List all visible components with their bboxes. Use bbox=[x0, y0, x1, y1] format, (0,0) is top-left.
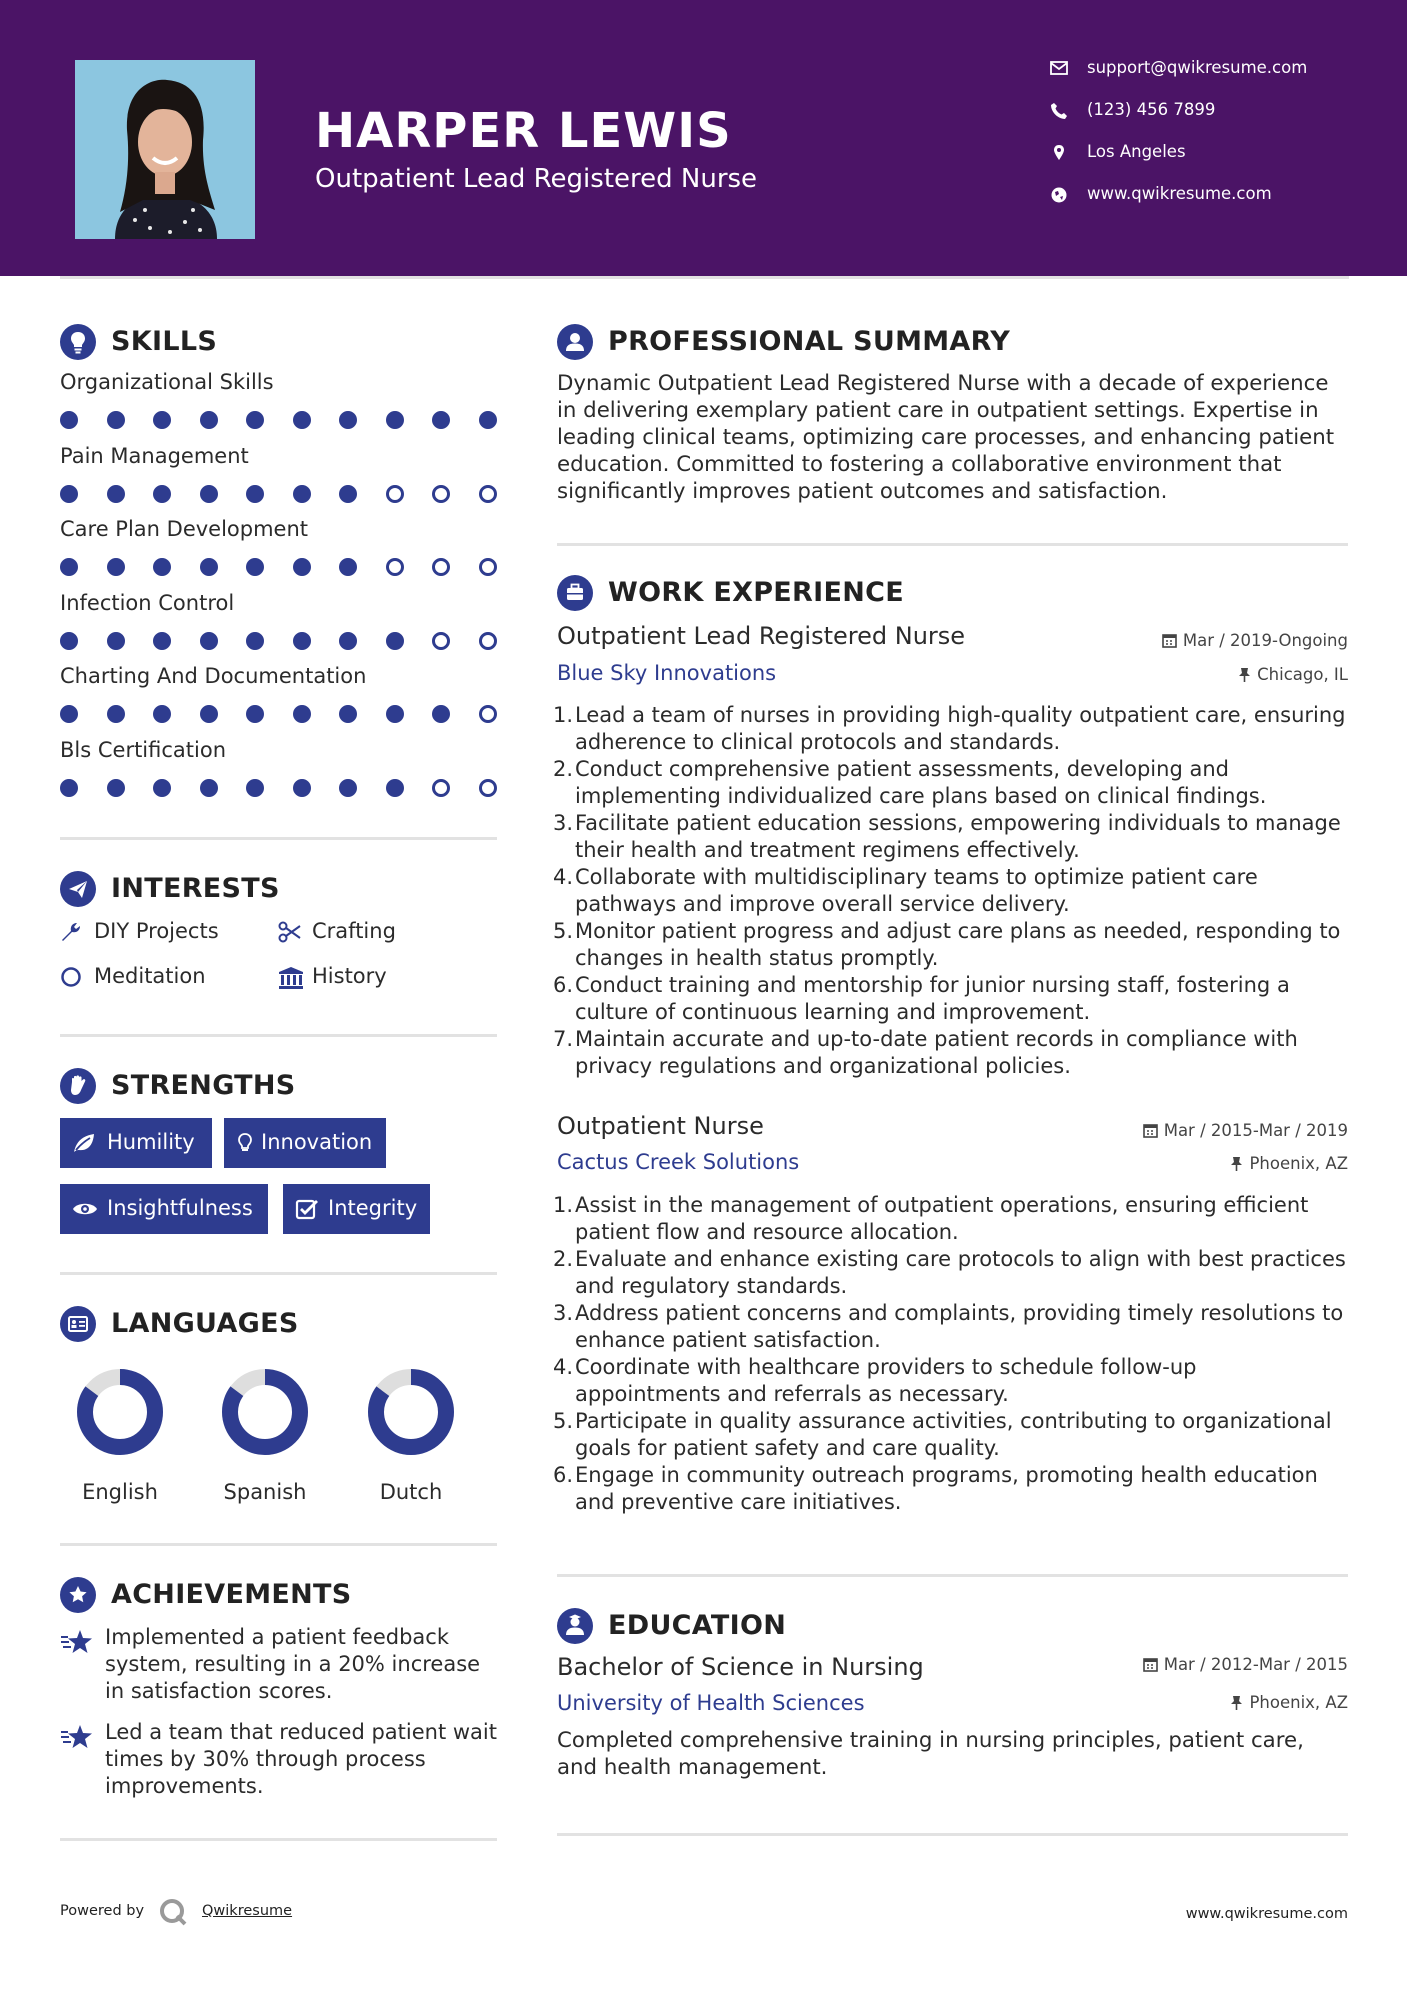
language-name: Dutch bbox=[379, 1480, 443, 1504]
strengths-title: STRENGTHS bbox=[111, 1070, 296, 1101]
rating-dot-empty bbox=[479, 632, 497, 650]
contact-phone[interactable] bbox=[1050, 98, 1380, 140]
rating-dot-filled bbox=[246, 779, 264, 797]
rating-dot-filled bbox=[386, 779, 404, 797]
strength-label: Innovation bbox=[261, 1130, 373, 1154]
skill-name: Pain Management bbox=[60, 443, 249, 468]
contact-email[interactable] bbox=[1050, 56, 1380, 98]
qwikresume-logo-icon[interactable] bbox=[158, 1897, 188, 1931]
education-dates bbox=[1143, 1655, 1348, 1674]
job-bullet: 5. Monitor patient progress and adjust care plans as needed, responding to changes in health status promptly. bbox=[553, 919, 1341, 970]
skill-row bbox=[60, 591, 497, 665]
rating-dot-filled bbox=[107, 779, 125, 797]
language-name: Spanish bbox=[223, 1480, 307, 1504]
rating-dot-filled bbox=[200, 558, 218, 576]
contact-website-text[interactable]: www.qwikresume.com bbox=[1087, 184, 1272, 203]
interest-label: History bbox=[312, 964, 387, 988]
header-divider bbox=[60, 276, 1349, 279]
summary-heading bbox=[557, 322, 1348, 362]
skill-row bbox=[60, 738, 497, 812]
id-card-icon bbox=[60, 1306, 96, 1342]
skills-list bbox=[60, 370, 497, 811]
rating-dot-filled bbox=[246, 705, 264, 723]
achievement-text: Led a team that reduced patient wait times by 30% through process improvements. bbox=[105, 1720, 497, 1798]
job-bullets bbox=[553, 1192, 1348, 1516]
rating-dot-filled bbox=[246, 632, 264, 650]
rating-dot-empty bbox=[432, 485, 450, 503]
job-bullet: 6. Conduct training and mentorship for junior nursing staff, fostering a culture of continuous learning and improvement. bbox=[553, 973, 1290, 1024]
calendar-icon bbox=[1162, 633, 1177, 648]
job-bullet: 1. Assist in the management of outpatient operations, ensuring efficient patient flow and resource allocation. bbox=[553, 1193, 1309, 1244]
skill-name: Infection Control bbox=[60, 590, 235, 615]
rating-dot-filled bbox=[107, 558, 125, 576]
footer-brand-link[interactable] bbox=[202, 1903, 292, 1919]
footer-website[interactable] bbox=[1186, 1906, 1348, 1922]
rating-dot-filled bbox=[479, 411, 497, 429]
job-dates bbox=[1162, 631, 1348, 650]
education-heading bbox=[557, 1606, 1348, 1646]
star-badge-icon bbox=[60, 1577, 96, 1613]
languages-heading bbox=[60, 1304, 497, 1344]
rating-dot-filled bbox=[200, 485, 218, 503]
rating-dot-empty bbox=[386, 558, 404, 576]
language-name: English bbox=[82, 1480, 158, 1504]
experience-divider bbox=[557, 1574, 1348, 1577]
education-dates-text: Mar / 2012-Mar / 2015 bbox=[1163, 1655, 1348, 1674]
rating-dot-filled bbox=[60, 558, 78, 576]
hand-icon bbox=[60, 1068, 96, 1104]
rating-dot-filled bbox=[107, 705, 125, 723]
contact-location-text: Los Angeles bbox=[1087, 142, 1186, 161]
graduation-icon bbox=[557, 1608, 593, 1644]
rating-dot-filled bbox=[60, 779, 78, 797]
rating-dot-filled bbox=[339, 779, 357, 797]
user-icon bbox=[557, 324, 593, 360]
rating-dot-filled bbox=[246, 558, 264, 576]
skill-rating bbox=[60, 556, 497, 578]
interest-crafting bbox=[278, 919, 478, 947]
skill-name: Charting And Documentation bbox=[60, 664, 367, 688]
pushpin-icon bbox=[1238, 667, 1251, 682]
summary-divider bbox=[557, 543, 1348, 546]
pushpin-icon bbox=[1230, 1156, 1243, 1171]
rating-dot-filled bbox=[339, 558, 357, 576]
skill-name: Bls Certification bbox=[60, 737, 227, 762]
rating-dot-empty bbox=[479, 558, 497, 576]
strength-badge-humility bbox=[60, 1118, 212, 1168]
skills-heading bbox=[60, 322, 497, 362]
languages-title: LANGUAGES bbox=[111, 1308, 299, 1339]
interest-label: Crafting bbox=[312, 919, 396, 943]
strength-label: Humility bbox=[107, 1130, 195, 1154]
strength-label: Integrity bbox=[328, 1196, 418, 1220]
skill-rating bbox=[60, 630, 497, 652]
rating-dot-empty bbox=[386, 485, 404, 503]
rating-dot-filled bbox=[107, 485, 125, 503]
map-pin-icon bbox=[1050, 144, 1068, 162]
eye-icon bbox=[72, 1198, 98, 1220]
rating-dot-filled bbox=[339, 411, 357, 429]
language-english bbox=[60, 1368, 180, 1504]
rating-dot-filled bbox=[386, 411, 404, 429]
language-dutch bbox=[351, 1368, 471, 1504]
skills-divider bbox=[60, 837, 497, 840]
job-bullet: 3. Address patient concerns and complaints, providing timely resolutions to enhance patient satisfaction. bbox=[553, 1301, 1344, 1352]
job-bullet: 5. Participate in quality assurance activities, contributing to organizational goals for patient safety and care quality. bbox=[553, 1409, 1332, 1460]
interest-diy-projects bbox=[60, 919, 260, 947]
rating-dot-filled bbox=[153, 705, 171, 723]
language-level-ring bbox=[205, 1368, 325, 1460]
language-level-ring bbox=[351, 1368, 471, 1460]
skill-row bbox=[60, 664, 497, 738]
strengths-divider bbox=[60, 1272, 497, 1275]
job-bullet: 4. Collaborate with multidisciplinary teams to optimize patient care pathways and improve overall service delivery. bbox=[553, 865, 1258, 916]
check-square-icon bbox=[295, 1198, 319, 1220]
rating-dot-filled bbox=[339, 632, 357, 650]
skill-rating bbox=[60, 409, 497, 431]
language-level-ring bbox=[60, 1368, 180, 1460]
job-dates bbox=[1143, 1121, 1348, 1140]
calendar-icon bbox=[1143, 1657, 1158, 1672]
pushpin-icon bbox=[1230, 1695, 1243, 1710]
rating-dot-filled bbox=[246, 485, 264, 503]
interest-label: DIY Projects bbox=[94, 919, 219, 943]
education-description: Completed comprehensive training in nursing principles, patient care, and health management. bbox=[557, 1728, 1304, 1780]
job-location bbox=[1230, 1154, 1348, 1173]
rating-dot-filled bbox=[293, 632, 311, 650]
phone-icon bbox=[1050, 102, 1068, 120]
globe-icon bbox=[1050, 186, 1068, 204]
rating-dot-filled bbox=[246, 411, 264, 429]
rating-dot-filled bbox=[153, 779, 171, 797]
achievement-text: Implemented a patient feedback system, resulting in a 20% increase in satisfaction scores. bbox=[105, 1625, 481, 1703]
briefcase-icon bbox=[557, 575, 593, 611]
job-dates-text: Mar / 2015-Mar / 2019 bbox=[1163, 1121, 1348, 1140]
rating-dot-filled bbox=[60, 705, 78, 723]
circle-icon bbox=[60, 966, 82, 988]
footer-website-text[interactable]: www.qwikresume.com bbox=[1185, 1906, 1348, 1922]
job-location bbox=[1238, 665, 1348, 684]
candidate-title: Outpatient Lead Registered Nurse bbox=[315, 164, 758, 194]
skill-row bbox=[60, 370, 497, 444]
skill-row bbox=[60, 517, 497, 591]
rating-dot-filled bbox=[339, 705, 357, 723]
interest-meditation bbox=[60, 964, 260, 992]
contact-phone-text[interactable]: (123) 456 7899 bbox=[1087, 100, 1216, 119]
education-location-text: Phoenix, AZ bbox=[1249, 1693, 1348, 1712]
envelope-icon bbox=[1050, 60, 1068, 76]
education-school: University of Health Sciences bbox=[557, 1691, 865, 1715]
skill-rating bbox=[60, 777, 497, 799]
rating-dot-filled bbox=[107, 632, 125, 650]
strength-badge-integrity bbox=[283, 1184, 430, 1234]
job-bullet: 1. Lead a team of nurses in providing high-quality outpatient care, ensuring adherence to clinical protocols and standards. bbox=[553, 703, 1346, 754]
powered-by-label: Powered by bbox=[60, 1903, 145, 1919]
contact-email-text[interactable]: support@qwikresume.com bbox=[1087, 58, 1308, 77]
job-dates-text: Mar / 2019-Ongoing bbox=[1182, 631, 1348, 650]
job-bullet: 2. Conduct comprehensive patient assessments, developing and implementing individualized care plans based on clinical findings. bbox=[553, 757, 1267, 808]
job-bullet: 4. Coordinate with healthcare providers to schedule follow-up appointments and referrals as necessary. bbox=[553, 1355, 1197, 1406]
summary-text: Dynamic Outpatient Lead Registered Nurse with a decade of experience in delivering exemplary patient care in outpatient settings. Expertise in leading clinical teams, optimizing care processes, and enhancing patient education. Committed to fostering a collaborative environment that significantly improves patient outcomes and satisfaction. bbox=[557, 371, 1335, 504]
strength-badge-innovation bbox=[224, 1118, 386, 1168]
language-spanish bbox=[205, 1368, 325, 1504]
rating-dot-filled bbox=[293, 779, 311, 797]
interest-label: Meditation bbox=[94, 964, 206, 988]
achievements-divider bbox=[60, 1838, 497, 1841]
rating-dot-empty bbox=[432, 632, 450, 650]
skill-name: Care Plan Development bbox=[60, 517, 309, 541]
rating-dot-filled bbox=[293, 411, 311, 429]
job-bullet: 3. Facilitate patient education sessions, empowering individuals to manage their health and treatment regimens effectively. bbox=[553, 811, 1341, 862]
job-location-text: Chicago, IL bbox=[1257, 665, 1348, 684]
interests-heading bbox=[60, 869, 497, 909]
rating-dot-filled bbox=[339, 485, 357, 503]
skill-rating bbox=[60, 703, 497, 725]
achievement-item bbox=[60, 1719, 497, 1801]
job-location-text: Phoenix, AZ bbox=[1249, 1154, 1348, 1173]
candidate-name: HARPER LEWIS bbox=[315, 103, 732, 159]
contact-location bbox=[1050, 140, 1380, 182]
rating-dot-empty bbox=[479, 779, 497, 797]
languages-divider bbox=[60, 1543, 497, 1546]
leaf-icon bbox=[72, 1132, 96, 1154]
resume-header bbox=[0, 0, 1407, 276]
education-location bbox=[1230, 1693, 1348, 1712]
rating-dot-empty bbox=[479, 705, 497, 723]
brand-link-text[interactable]: Qwikresume bbox=[202, 1903, 293, 1919]
rating-dot-filled bbox=[293, 705, 311, 723]
experience-title: WORK EXPERIENCE bbox=[608, 577, 904, 608]
rating-dot-filled bbox=[153, 558, 171, 576]
interests-divider bbox=[60, 1034, 497, 1037]
museum-icon bbox=[278, 966, 304, 990]
rating-dot-filled bbox=[200, 632, 218, 650]
skill-name: Organizational Skills bbox=[60, 370, 274, 394]
profile-photo bbox=[75, 60, 255, 239]
strength-label: Insightfulness bbox=[107, 1196, 253, 1220]
achievements-title: ACHIEVEMENTS bbox=[111, 1579, 352, 1610]
footer-powered-by bbox=[60, 1903, 144, 1919]
job-bullet: 6. Engage in community outreach programs, promoting health education and preventive care initiatives. bbox=[553, 1463, 1318, 1514]
achievement-item bbox=[60, 1624, 497, 1706]
lightbulb-icon bbox=[60, 324, 96, 360]
rating-dot-filled bbox=[200, 411, 218, 429]
rating-dot-empty bbox=[432, 779, 450, 797]
paper-plane-icon bbox=[60, 871, 96, 907]
rating-dot-empty bbox=[479, 485, 497, 503]
job-bullet: 2. Evaluate and enhance existing care protocols to align with best practices and regulatory standards. bbox=[553, 1247, 1346, 1298]
job-company: Cactus Creek Solutions bbox=[557, 1150, 800, 1174]
strengths-heading bbox=[60, 1066, 497, 1106]
calendar-icon bbox=[1143, 1123, 1158, 1138]
rating-dot-filled bbox=[107, 411, 125, 429]
skill-row bbox=[60, 444, 497, 518]
achievements-heading bbox=[60, 1575, 497, 1615]
rating-dot-filled bbox=[386, 632, 404, 650]
strength-badge-insightfulness bbox=[60, 1184, 268, 1234]
summary-title: PROFESSIONAL SUMMARY bbox=[608, 326, 1011, 357]
rating-dot-filled bbox=[60, 485, 78, 503]
education-divider bbox=[557, 1833, 1348, 1836]
skills-title: SKILLS bbox=[111, 326, 218, 357]
rating-dot-filled bbox=[432, 705, 450, 723]
rating-dot-empty bbox=[432, 558, 450, 576]
education-title: EDUCATION bbox=[608, 1610, 787, 1641]
experience-heading bbox=[557, 573, 1348, 613]
job-bullets bbox=[553, 702, 1348, 1080]
star-icon bbox=[60, 1723, 94, 1751]
scissors-icon bbox=[278, 921, 302, 943]
rating-dot-filled bbox=[432, 411, 450, 429]
skill-rating bbox=[60, 483, 497, 505]
job-title: Outpatient Nurse bbox=[557, 1112, 764, 1140]
rating-dot-filled bbox=[153, 411, 171, 429]
education-degree: Bachelor of Science in Nursing bbox=[557, 1653, 924, 1681]
job-company: Blue Sky Innovations bbox=[557, 661, 777, 685]
job-bullet: 7. Maintain accurate and up-to-date patient records in compliance with privacy regulations and organizational policies. bbox=[553, 1027, 1298, 1078]
rating-dot-filled bbox=[386, 705, 404, 723]
rating-dot-filled bbox=[60, 411, 78, 429]
wrench-icon bbox=[60, 921, 82, 943]
lightbulb-icon bbox=[236, 1132, 254, 1154]
interest-history bbox=[278, 964, 478, 992]
rating-dot-filled bbox=[200, 705, 218, 723]
rating-dot-filled bbox=[153, 632, 171, 650]
rating-dot-filled bbox=[293, 485, 311, 503]
rating-dot-filled bbox=[153, 485, 171, 503]
rating-dot-filled bbox=[293, 558, 311, 576]
rating-dot-filled bbox=[200, 779, 218, 797]
contact-list bbox=[1050, 56, 1380, 224]
interests-title: INTERESTS bbox=[111, 873, 280, 904]
star-icon bbox=[60, 1628, 94, 1656]
job-title: Outpatient Lead Registered Nurse bbox=[557, 622, 966, 650]
rating-dot-filled bbox=[60, 632, 78, 650]
contact-website[interactable] bbox=[1050, 182, 1380, 224]
